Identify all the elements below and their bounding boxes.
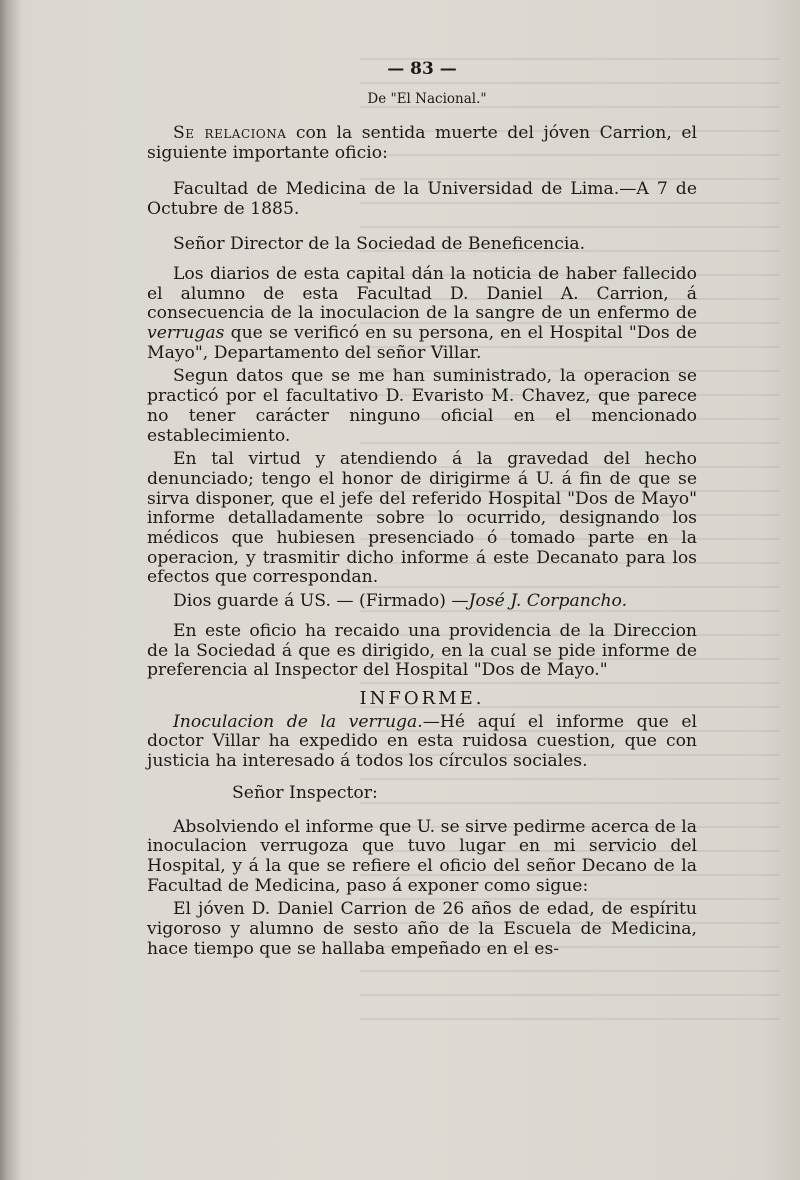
page-number: — 83 — [387,59,457,79]
signature: José J. Corpancho. [468,591,628,612]
paragraph-5-text: —Hé aquí el informe que el doctor Villar ha expedido en esta ruidosa cuestion, que con justicia ha interesado á todos los círculos sociales. [147,711,697,772]
paragraph-6: Absolviendo el informe que U. se sirve pedirme acerca de la inoculacion verrugoza que tuvo lugar en mi servicio del Hospital, y á la que se refiere el oficio del señor Decano de la Facultad de Medicina, paso á exponer como sigue: [147,816,697,896]
source-line: De "El Nacional." [367,90,487,107]
page-fold-shadow [0,0,22,1180]
intro-text: con la sentida muerte del jóven Carrion, el siguiente importante oficio: [147,123,697,164]
paragraph-3: En tal virtud y atendiendo á la gravedad del hecho denunciado; tengo el honor de dirigirme á U. á fin de que se sirva disponer, que el jefe del referido Hospital "Dos de Mayo" informe detalladamente sobre lo ocurrido, designando los médicos que hubiesen presenciado ó tomado parte en la operacion, y trasmitir dicho informe á este Decanato para los efectos que correspondan. [147,449,697,588]
text-block [147,60,697,959]
paragraph-1-before: Los diarios de esta capital dán la noticia de haber fallecido el alumno de esta Facultad D. Daniel A. Carrion, á consecuencia de la inoculacion de la sangre de un enfermo de [147,263,697,324]
dateline: Facultad de Medicina de la Universidad de Lima.—A 7 de Octubre de 1885. [147,178,697,219]
salutation: Señor Inspector: [232,782,378,803]
section-heading: INFORME. [359,687,485,709]
addressee: Señor Director de la Sociedad de Beneficencia. [173,234,586,255]
paragraph-5 [147,713,697,772]
paragraph-1-italic: verrugas [147,323,225,344]
paragraph-4: En este oficio ha recaido una providencia de la Direccion de la Sociedad á que es dirigido, en la cual se pide informe de preferencia al Inspector del Hospital "Dos de Mayo." [147,620,697,681]
closing-line [147,592,697,612]
closing-text: Dios guarde á US. — (Firmado) — [173,591,469,612]
paragraph-1-after: que se verificó en su persona, en el Hospital "Dos de Mayo", Departamento del señor Villar. [147,323,697,363]
paragraph-2: Segun datos que se me han suministrado, la operacion se practicó por el facultativo D. Evaristo M. Chavez, que parece no tener carácter ninguno oficial en el mencionado establecimiento. [147,366,697,446]
paragraph-5-italic: Inoculacion de la verruga. [173,711,423,732]
intro-paragraph [147,124,697,163]
intro-lead: Se relaciona [173,123,287,144]
paragraph-7: El jóven D. Daniel Carrion de 26 años de edad, de espíritu vigoroso y alumno de sesto año de la Escuela de Medicina, hace tiempo que se hallaba empeñado en el es- [147,899,697,959]
paragraph-1 [147,265,697,364]
